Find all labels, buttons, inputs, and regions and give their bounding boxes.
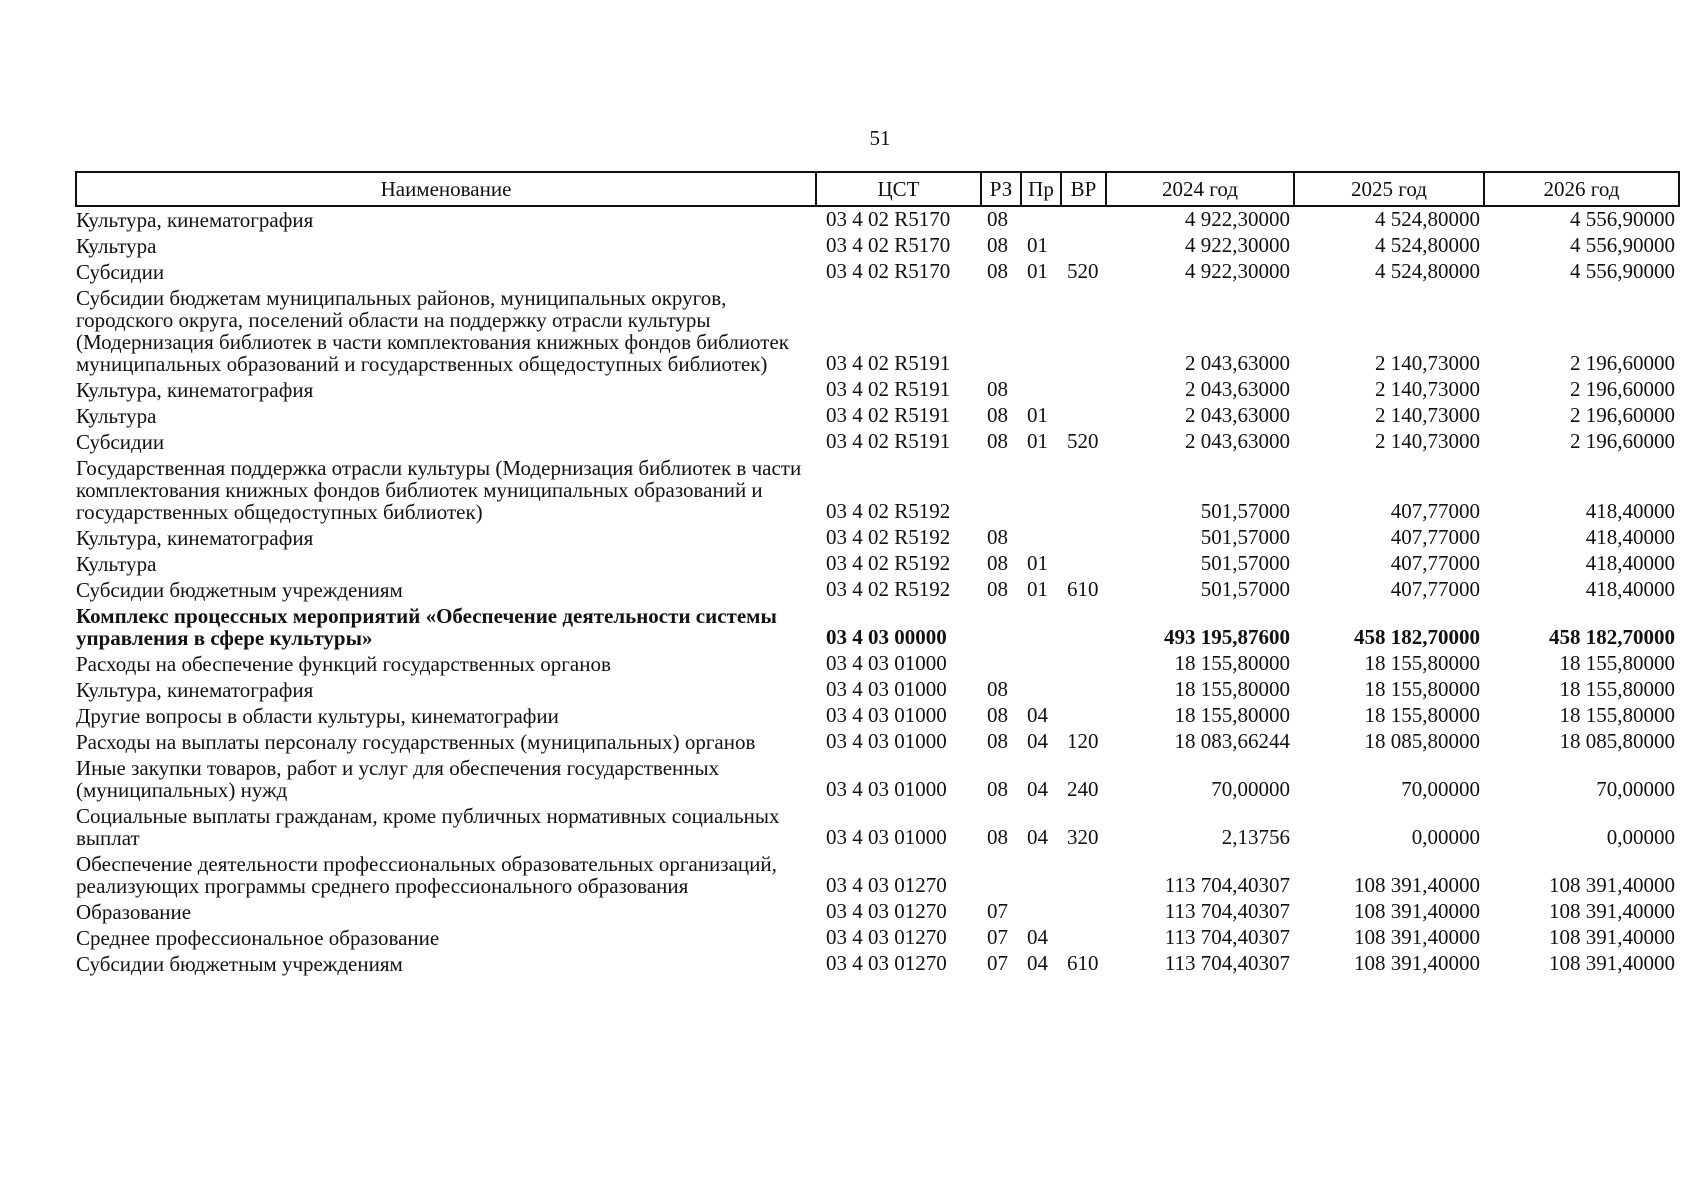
cell-vr — [1061, 677, 1106, 703]
cell-2024: 2,13756 — [1221, 825, 1290, 849]
cell-2025: 407,77000 — [1390, 577, 1480, 601]
cell-vr: 520 — [1067, 259, 1099, 283]
cell-rz: 08 — [987, 377, 1008, 401]
cell-2024: 113 704,40307 — [1164, 873, 1290, 897]
cell-rz: 08 — [987, 577, 1008, 601]
table-row — [76, 429, 1679, 455]
cell-vr — [1061, 377, 1106, 403]
cell-cst: 03 4 02 R5192 — [826, 499, 951, 523]
cell-vr: 120 — [1067, 729, 1099, 753]
cell-pr: 04 — [1027, 925, 1048, 949]
cell-2026: 2 196,60000 — [1570, 403, 1675, 427]
table-row — [76, 551, 1679, 577]
cell-2026: 108 391,40000 — [1549, 873, 1675, 897]
table-row — [76, 377, 1679, 403]
cell-pr — [1021, 677, 1061, 703]
cell-rz: 08 — [987, 703, 1008, 727]
table-row — [76, 677, 1679, 703]
cell-name: Среднее профессиональное образование — [76, 926, 440, 950]
table-row — [76, 577, 1679, 603]
cell-pr: 04 — [1027, 951, 1048, 975]
cell-2026: 0,00000 — [1606, 825, 1675, 849]
cell-vr — [1061, 403, 1106, 429]
cell-cst: 03 4 02 R5191 — [826, 429, 951, 453]
cell-2024: 501,57000 — [1200, 551, 1290, 575]
table-row — [76, 651, 1679, 677]
cell-2025: 2 140,73000 — [1375, 377, 1480, 401]
cell-rz: 07 — [987, 925, 1008, 949]
cell-2024: 2 043,63000 — [1185, 377, 1290, 401]
cell-2025: 108 391,40000 — [1354, 951, 1480, 975]
cell-2025: 2 140,73000 — [1375, 429, 1480, 453]
table-body — [76, 206, 1679, 977]
table-row — [76, 803, 1679, 851]
cell-pr: 04 — [1027, 729, 1048, 753]
cell-rz: 08 — [987, 677, 1008, 701]
cell-vr — [1061, 455, 1106, 525]
cell-cst: 03 4 02 R5192 — [826, 525, 951, 549]
cell-cst: 03 4 03 01270 — [826, 951, 947, 975]
cell-cst: 03 4 03 01270 — [826, 899, 947, 923]
header-vr: ВР — [1061, 172, 1106, 206]
cell-vr: 610 — [1067, 577, 1099, 601]
cell-cst: 03 4 03 01270 — [826, 925, 947, 949]
cell-2026: 18 085,80000 — [1559, 729, 1675, 753]
cell-name: Социальные выплаты гражданам, кроме публичных нормативных социальных выплат — [76, 804, 780, 850]
cell-2024: 70,00000 — [1211, 777, 1290, 801]
cell-pr — [1021, 455, 1061, 525]
cell-name: Культура, кинематография — [76, 526, 314, 550]
cell-rz: 08 — [987, 429, 1008, 453]
cell-2025: 407,77000 — [1390, 551, 1480, 575]
cell-vr — [1061, 925, 1106, 951]
cell-name: Культура, кинематография — [76, 378, 314, 402]
cell-2026: 458 182,70000 — [1549, 625, 1675, 649]
cell-vr — [1061, 703, 1106, 729]
table-row — [76, 899, 1679, 925]
cell-pr — [1021, 603, 1061, 651]
cell-2024: 18 083,66244 — [1174, 729, 1290, 753]
cell-name: Образование — [76, 900, 192, 924]
cell-rz: 07 — [987, 951, 1008, 975]
cell-rz: 08 — [987, 825, 1008, 849]
cell-vr — [1061, 206, 1106, 233]
cell-pr — [1021, 899, 1061, 925]
cell-vr — [1061, 603, 1106, 651]
cell-pr: 01 — [1027, 259, 1048, 283]
cell-2026: 18 155,80000 — [1559, 651, 1675, 675]
cell-name: Другие вопросы в области культуры, кинематографии — [76, 704, 559, 728]
cell-2025: 70,00000 — [1401, 777, 1480, 801]
cell-vr: 610 — [1067, 951, 1099, 975]
cell-2024: 18 155,80000 — [1174, 677, 1290, 701]
cell-vr — [1061, 285, 1106, 377]
header-pr: Пр — [1021, 172, 1061, 206]
cell-name: Субсидии бюджетным учреждениям — [76, 578, 403, 602]
table-row — [76, 755, 1679, 803]
cell-2024: 501,57000 — [1200, 499, 1290, 523]
cell-vr — [1061, 233, 1106, 259]
cell-2025: 4 524,80000 — [1375, 259, 1480, 283]
cell-pr — [1021, 651, 1061, 677]
cell-2025: 4 524,80000 — [1375, 207, 1480, 231]
cell-name: Государственная поддержка отрасли культуры (Модернизация библиотек в части комплектования книжных фондов библиотек муниципальных образований и государственных общедоступных библиотек) — [76, 456, 802, 524]
cell-name: Субсидии бюджетам муниципальных районов, муниципальных округов, городского округа, поселений области на поддержку отрасли культуры (Модернизация библиотек в части комплектования книжных фондов библиотек муниципальных образований и государственных общедоступных библиотек) — [76, 286, 789, 376]
cell-name: Субсидии — [76, 430, 165, 454]
cell-2024: 493 195,87600 — [1164, 625, 1290, 649]
cell-2025: 18 155,80000 — [1364, 677, 1480, 701]
cell-pr — [1021, 851, 1061, 899]
cell-cst: 03 4 02 R5170 — [826, 259, 951, 283]
table-header — [76, 172, 1679, 206]
cell-cst: 03 4 02 R5170 — [826, 233, 951, 257]
table-row — [76, 259, 1679, 285]
budget-table — [75, 171, 1680, 977]
cell-rz: 08 — [987, 729, 1008, 753]
cell-name: Субсидии бюджетным учреждениям — [76, 952, 403, 976]
cell-pr: 01 — [1027, 403, 1048, 427]
cell-2025: 2 140,73000 — [1375, 351, 1480, 375]
cell-rz: 08 — [987, 207, 1008, 231]
table-row — [76, 233, 1679, 259]
cell-rz — [981, 455, 1021, 525]
table-row — [76, 851, 1679, 899]
cell-2025: 18 155,80000 — [1364, 651, 1480, 675]
table-row — [76, 455, 1679, 525]
cell-2025: 18 155,80000 — [1364, 703, 1480, 727]
cell-2024: 4 922,30000 — [1185, 233, 1290, 257]
cell-2026: 108 391,40000 — [1549, 925, 1675, 949]
cell-2025: 108 391,40000 — [1354, 899, 1480, 923]
cell-cst: 03 4 03 01000 — [826, 677, 947, 701]
cell-cst: 03 4 03 01000 — [826, 825, 947, 849]
cell-2026: 108 391,40000 — [1549, 899, 1675, 923]
cell-2024: 113 704,40307 — [1164, 925, 1290, 949]
cell-name: Культура, кинематография — [76, 208, 314, 232]
cell-2024: 4 922,30000 — [1185, 207, 1290, 231]
cell-2024: 113 704,40307 — [1164, 951, 1290, 975]
cell-name: Субсидии — [76, 260, 165, 284]
cell-rz: 08 — [987, 525, 1008, 549]
cell-name: Иные закупки товаров, работ и услуг для обеспечения государственных (муниципальных) нужд — [76, 756, 720, 802]
cell-pr: 01 — [1027, 551, 1048, 575]
cell-cst: 03 4 03 01000 — [826, 703, 947, 727]
cell-2025: 407,77000 — [1390, 499, 1480, 523]
table-row — [76, 925, 1679, 951]
cell-pr — [1021, 206, 1061, 233]
header-rz: РЗ — [981, 172, 1021, 206]
cell-name: Расходы на выплаты персоналу государственных (муниципальных) органов — [76, 730, 756, 754]
cell-2026: 418,40000 — [1585, 499, 1675, 523]
header-2025: 2025 год — [1294, 172, 1484, 206]
cell-name: Культура, кинематография — [76, 678, 314, 702]
cell-cst: 03 4 02 R5191 — [826, 403, 951, 427]
cell-cst: 03 4 03 01000 — [826, 651, 947, 675]
cell-2026: 70,00000 — [1596, 777, 1675, 801]
cell-2024: 113 704,40307 — [1164, 899, 1290, 923]
cell-vr — [1061, 651, 1106, 677]
table-row — [76, 703, 1679, 729]
page-number: 51 — [869, 126, 891, 150]
cell-cst: 03 4 02 R5191 — [826, 351, 951, 375]
cell-rz: 08 — [987, 551, 1008, 575]
cell-2025: 108 391,40000 — [1354, 873, 1480, 897]
cell-cst: 03 4 02 R5191 — [826, 377, 951, 401]
cell-pr — [1021, 285, 1061, 377]
table-row — [76, 525, 1679, 551]
cell-vr — [1061, 899, 1106, 925]
cell-vr: 320 — [1067, 825, 1099, 849]
cell-pr: 04 — [1027, 825, 1048, 849]
cell-name: Обеспечение деятельности профессиональных образовательных организаций, реализующих программы среднего профессионального образования — [76, 852, 777, 898]
cell-rz: 08 — [987, 233, 1008, 257]
cell-vr — [1061, 525, 1106, 551]
table-row — [76, 603, 1679, 651]
table-row — [76, 285, 1679, 377]
cell-2025: 407,77000 — [1390, 525, 1480, 549]
cell-pr: 04 — [1027, 777, 1048, 801]
cell-rz — [981, 651, 1021, 677]
cell-pr — [1021, 525, 1061, 551]
cell-rz: 08 — [987, 259, 1008, 283]
cell-2025: 108 391,40000 — [1354, 925, 1480, 949]
cell-rz: 08 — [987, 403, 1008, 427]
cell-2026: 2 196,60000 — [1570, 351, 1675, 375]
cell-2026: 2 196,60000 — [1570, 377, 1675, 401]
cell-vr — [1061, 551, 1106, 577]
header-cst: ЦСТ — [816, 172, 981, 206]
cell-2025: 18 085,80000 — [1364, 729, 1480, 753]
table-row — [76, 729, 1679, 755]
cell-2026: 4 556,90000 — [1570, 259, 1675, 283]
cell-2026: 4 556,90000 — [1570, 207, 1675, 231]
cell-2025: 458 182,70000 — [1354, 625, 1480, 649]
cell-2024: 2 043,63000 — [1185, 429, 1290, 453]
cell-rz — [981, 285, 1021, 377]
cell-2025: 2 140,73000 — [1375, 403, 1480, 427]
cell-2024: 4 922,30000 — [1185, 259, 1290, 283]
cell-pr — [1021, 377, 1061, 403]
cell-2024: 501,57000 — [1200, 577, 1290, 601]
cell-2026: 2 196,60000 — [1570, 429, 1675, 453]
cell-vr: 520 — [1067, 429, 1099, 453]
cell-2026: 418,40000 — [1585, 577, 1675, 601]
cell-2024: 18 155,80000 — [1174, 703, 1290, 727]
cell-cst: 03 4 03 01270 — [826, 873, 947, 897]
cell-2024: 2 043,63000 — [1185, 403, 1290, 427]
header-2024: 2024 год — [1106, 172, 1294, 206]
cell-pr: 01 — [1027, 429, 1048, 453]
cell-cst: 03 4 02 R5192 — [826, 551, 951, 575]
cell-2026: 108 391,40000 — [1549, 951, 1675, 975]
cell-2026: 18 155,80000 — [1559, 677, 1675, 701]
table-row — [76, 403, 1679, 429]
cell-name: Культура — [76, 404, 157, 428]
cell-vr: 240 — [1067, 777, 1099, 801]
table-row — [76, 206, 1679, 233]
cell-cst: 03 4 03 01000 — [826, 777, 947, 801]
cell-name: Расходы на обеспечение функций государственных органов — [76, 652, 611, 676]
cell-2026: 418,40000 — [1585, 525, 1675, 549]
cell-cst: 03 4 02 R5192 — [826, 577, 951, 601]
cell-cst: 03 4 03 00000 — [826, 625, 947, 649]
cell-2024: 18 155,80000 — [1174, 651, 1290, 675]
cell-cst: 03 4 03 01000 — [826, 729, 947, 753]
cell-pr: 01 — [1027, 233, 1048, 257]
cell-name: Культура — [76, 552, 157, 576]
cell-2025: 0,00000 — [1411, 825, 1480, 849]
cell-2024: 2 043,63000 — [1185, 351, 1290, 375]
table-row — [76, 951, 1679, 977]
cell-2026: 18 155,80000 — [1559, 703, 1675, 727]
cell-name: Культура — [76, 234, 157, 258]
cell-rz — [981, 603, 1021, 651]
cell-2026: 418,40000 — [1585, 551, 1675, 575]
cell-rz: 08 — [987, 777, 1008, 801]
cell-rz — [981, 851, 1021, 899]
cell-pr: 01 — [1027, 577, 1048, 601]
cell-name: Комплекс процессных мероприятий «Обеспечение деятельности системы управления в сфере культуры» — [76, 604, 777, 650]
cell-2026: 4 556,90000 — [1570, 233, 1675, 257]
cell-2025: 4 524,80000 — [1375, 233, 1480, 257]
header-2026: 2026 год — [1484, 172, 1679, 206]
cell-pr: 04 — [1027, 703, 1048, 727]
cell-cst: 03 4 02 R5170 — [826, 207, 951, 231]
cell-rz: 07 — [987, 899, 1008, 923]
cell-2024: 501,57000 — [1200, 525, 1290, 549]
cell-vr — [1061, 851, 1106, 899]
header-name: Наименование — [76, 172, 816, 206]
